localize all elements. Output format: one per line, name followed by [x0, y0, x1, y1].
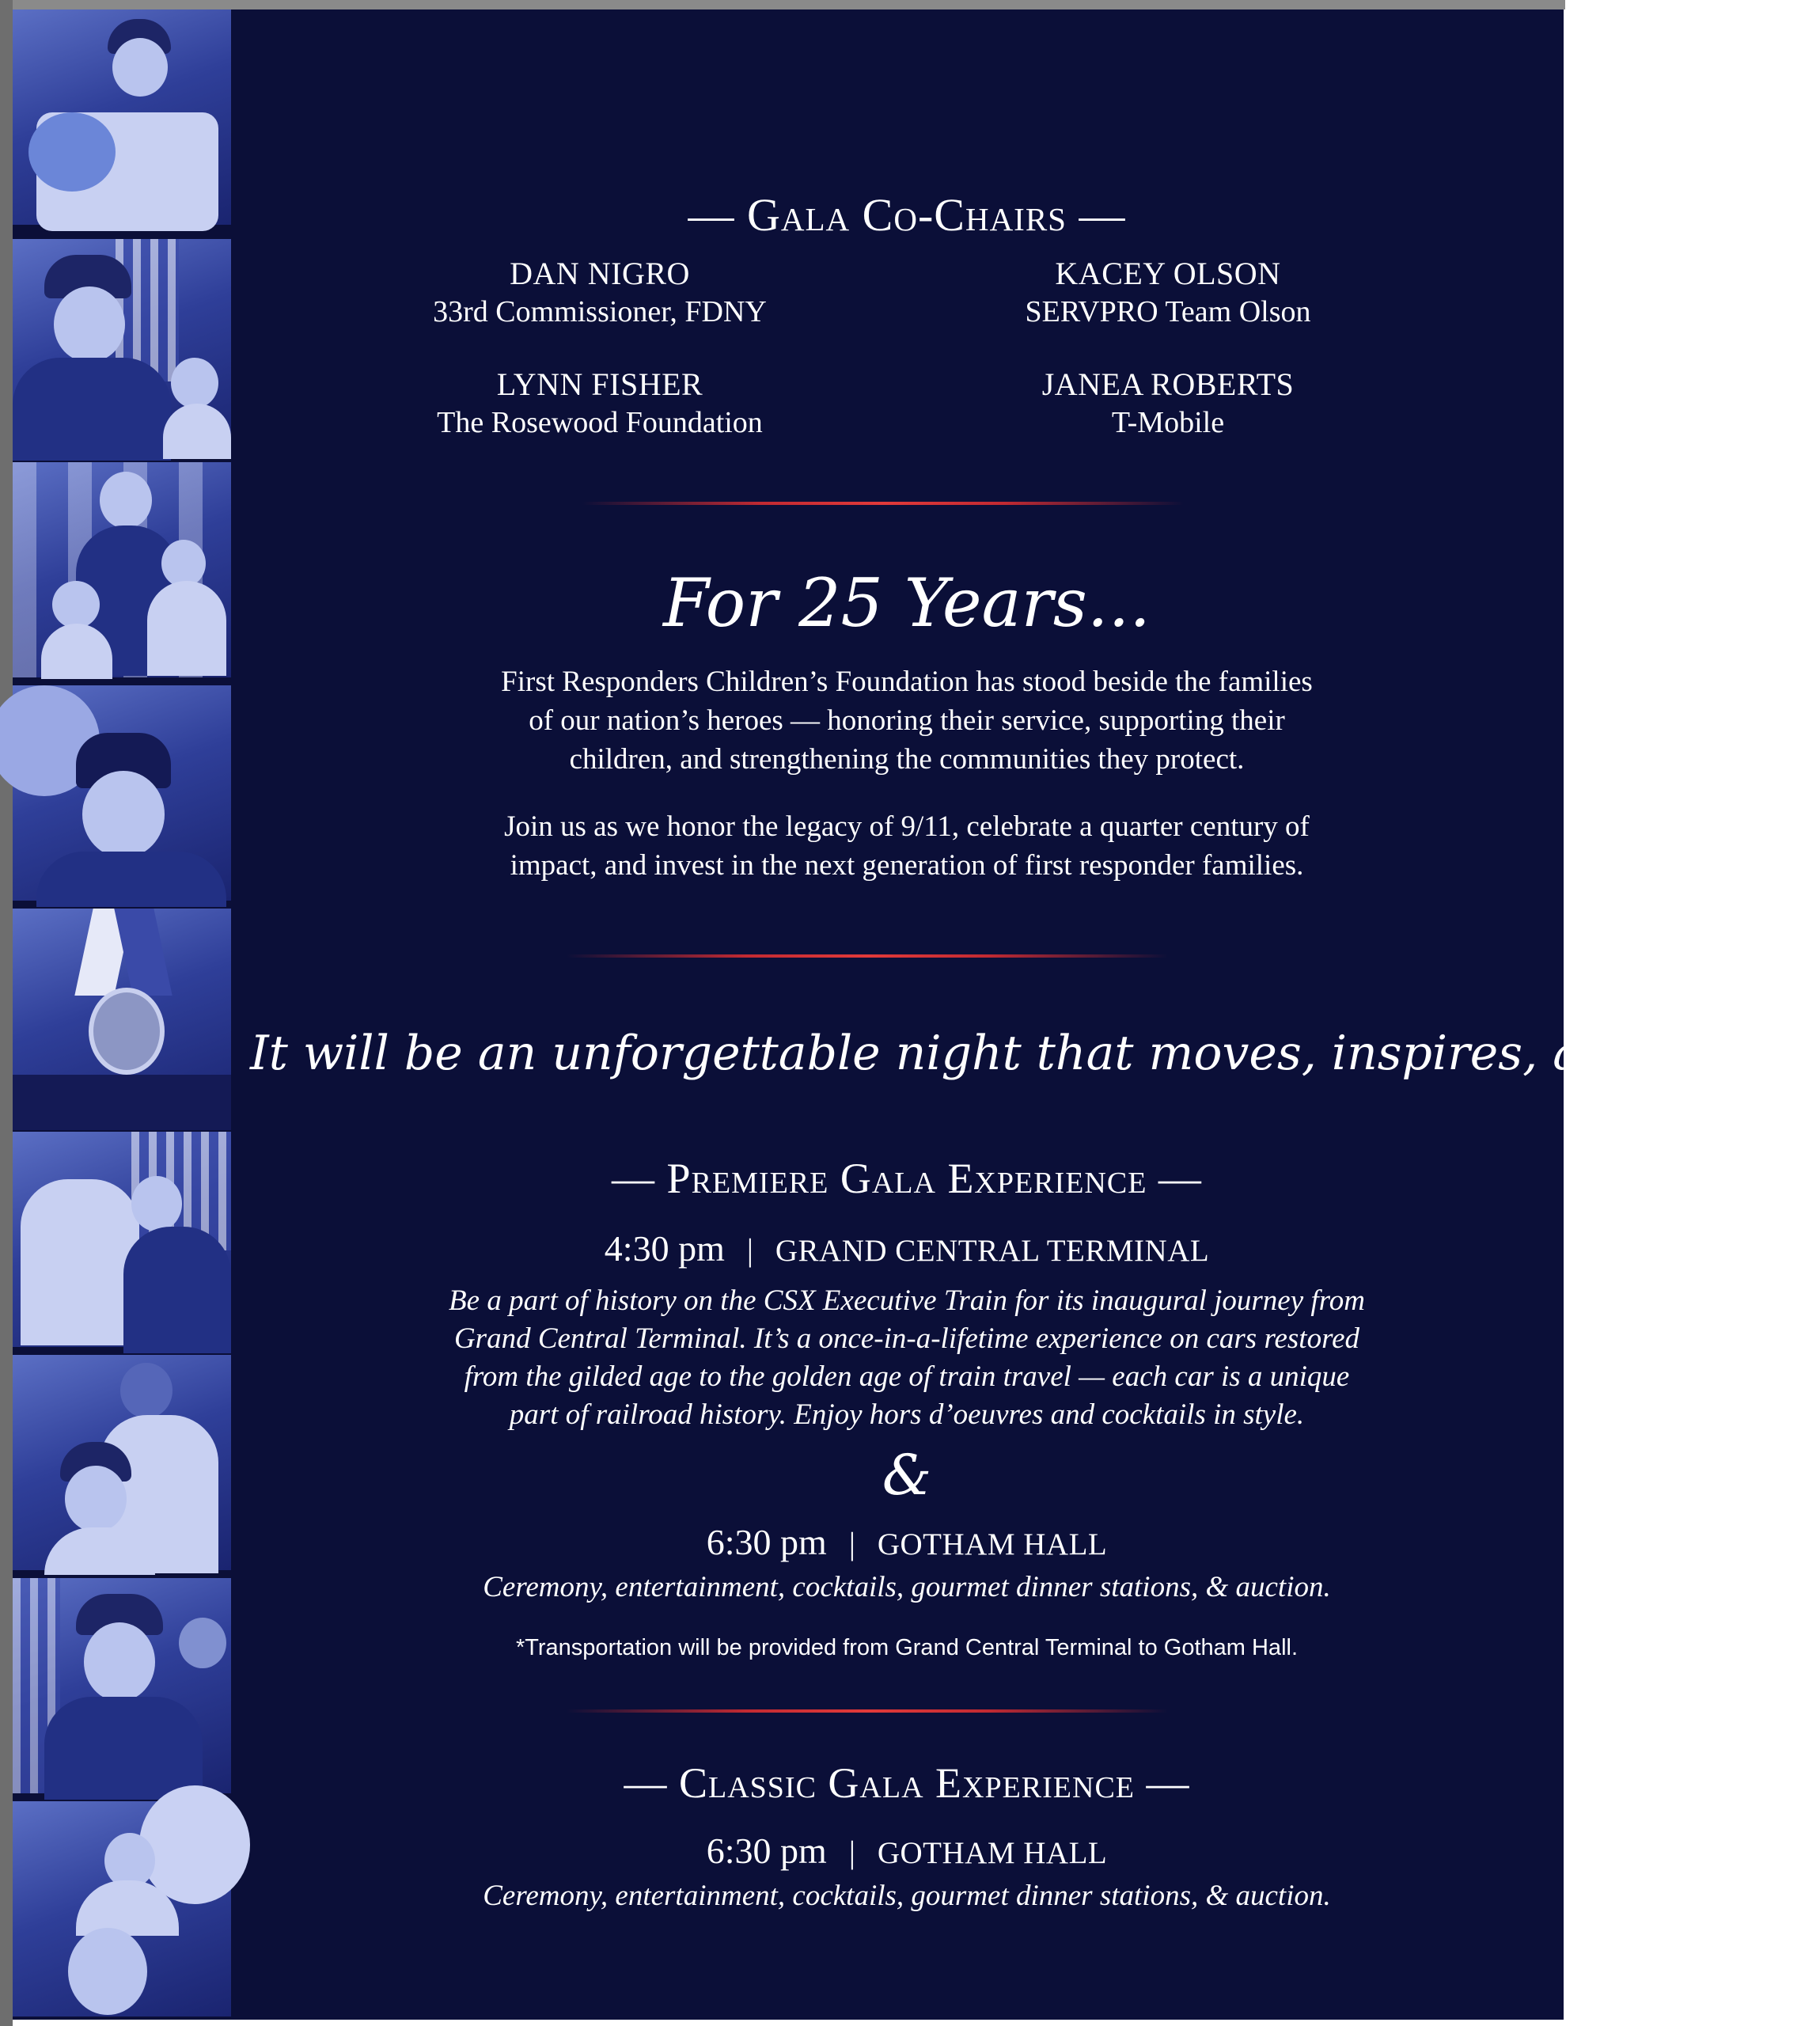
description-line: part of railroad history. Enjoy hors d’oeuvres and cocktails in style.	[509, 1398, 1305, 1431]
paragraph-line: of our nation’s heroes — honoring their service, supporting their	[529, 704, 1285, 737]
photo-commemorative-medal	[13, 909, 231, 1124]
window-top-edge	[0, 0, 1565, 9]
premiere-second-description: Ceremony, entertainment, cocktails, gourmet dinner stations, & auction.	[483, 1571, 1331, 1603]
paragraph-line: First Responders Children’s Foundation has stood beside the families	[501, 666, 1313, 698]
photo-embrace-with-flags	[13, 1132, 231, 1347]
paragraph-line: impact, and invest in the next generation of first responder families.	[510, 849, 1304, 882]
red-divider	[567, 1709, 1168, 1713]
paragraph-line: children, and strengthening the communities they protect.	[569, 743, 1245, 776]
co-chair-name: LYNN FISHER	[496, 366, 703, 402]
classic-description: Ceremony, entertainment, cocktails, gourmet dinner stations, & auction.	[483, 1880, 1331, 1912]
photo-mother-and-children	[13, 462, 231, 677]
co-chair-card	[362, 255, 837, 331]
co-chair-title: 33rd Commissioner, FDNY	[433, 295, 767, 328]
classic-heading: — Classic Gala Experience —	[624, 1759, 1190, 1807]
co-chair-card	[931, 255, 1405, 331]
co-chair-name: JANEA ROBERTS	[1041, 366, 1295, 402]
red-divider	[582, 502, 1184, 505]
premiere-first-stop	[250, 1225, 1564, 1281]
premiere-description	[353, 1282, 1461, 1434]
co-chair-title: The Rosewood Foundation	[437, 406, 763, 439]
event-time: 6:30 pm	[706, 1831, 827, 1871]
event-time: 6:30 pm	[706, 1522, 827, 1562]
photo-child-on-shoulders	[13, 1801, 231, 2017]
photo-honor-guard-officer	[13, 1578, 231, 1793]
invitation-page	[13, 9, 1820, 2020]
description-line: Grand Central Terminal. It’s a once-in-a-lifetime experience on cars restored	[453, 1322, 1360, 1355]
photo-strip	[13, 9, 234, 2020]
photo-smiling-child-in-beanie	[13, 685, 231, 901]
premiere-heading: — Premiere Gala Experience —	[612, 1155, 1202, 1202]
separator: |	[746, 1232, 753, 1268]
event-venue: GRAND CENTRAL TERMINAL	[775, 1234, 1210, 1268]
separator: |	[848, 1526, 855, 1561]
transportation-note: *Transportation will be provided from Grand Central Terminal to Gotham Hall.	[515, 1635, 1299, 1660]
photo-child-with-marshmallow-mascot	[13, 9, 231, 225]
red-divider	[567, 954, 1168, 958]
co-chair-card	[362, 366, 837, 442]
paragraph-line: Join us as we honor the legacy of 9/11, celebrate a quarter century of	[504, 810, 1310, 843]
ampersand-ornament: &	[882, 1443, 932, 1508]
event-time: 4:30 pm	[604, 1228, 725, 1269]
photo-child-in-winter-jacket	[13, 1355, 231, 1570]
description-line: Be a part of history on the CSX Executive Train for its inaugural journey from	[449, 1284, 1365, 1317]
legacy-paragraph	[353, 807, 1461, 885]
anniversary-heading: For 25 Years...	[662, 564, 1151, 642]
tagline: It will be an unforgettable night that moves, inspires, and unites.	[250, 1026, 1820, 1081]
event-venue: GOTHAM HALL	[877, 1527, 1108, 1561]
window-left-edge	[0, 0, 13, 2026]
co-chair-name: DAN NIGRO	[510, 256, 690, 291]
separator: |	[848, 1834, 855, 1870]
co-chairs-heading: — Gala Co-Chairs —	[688, 189, 1126, 241]
anniversary-paragraph	[353, 662, 1461, 779]
classic-stop	[250, 1828, 1564, 1883]
description-line: from the gilded age to the golden age of train travel — each car is a unique	[464, 1360, 1350, 1393]
event-venue: GOTHAM HALL	[877, 1836, 1108, 1870]
invitation-content	[250, 9, 1820, 2020]
premiere-second-stop	[250, 1520, 1564, 1574]
co-chair-card	[931, 366, 1405, 442]
co-chair-title: SERVPRO Team Olson	[1025, 295, 1311, 328]
photo-firefighter-officer	[13, 239, 231, 454]
co-chair-name: KACEY OLSON	[1055, 256, 1281, 291]
co-chair-title: T-Mobile	[1111, 406, 1225, 439]
